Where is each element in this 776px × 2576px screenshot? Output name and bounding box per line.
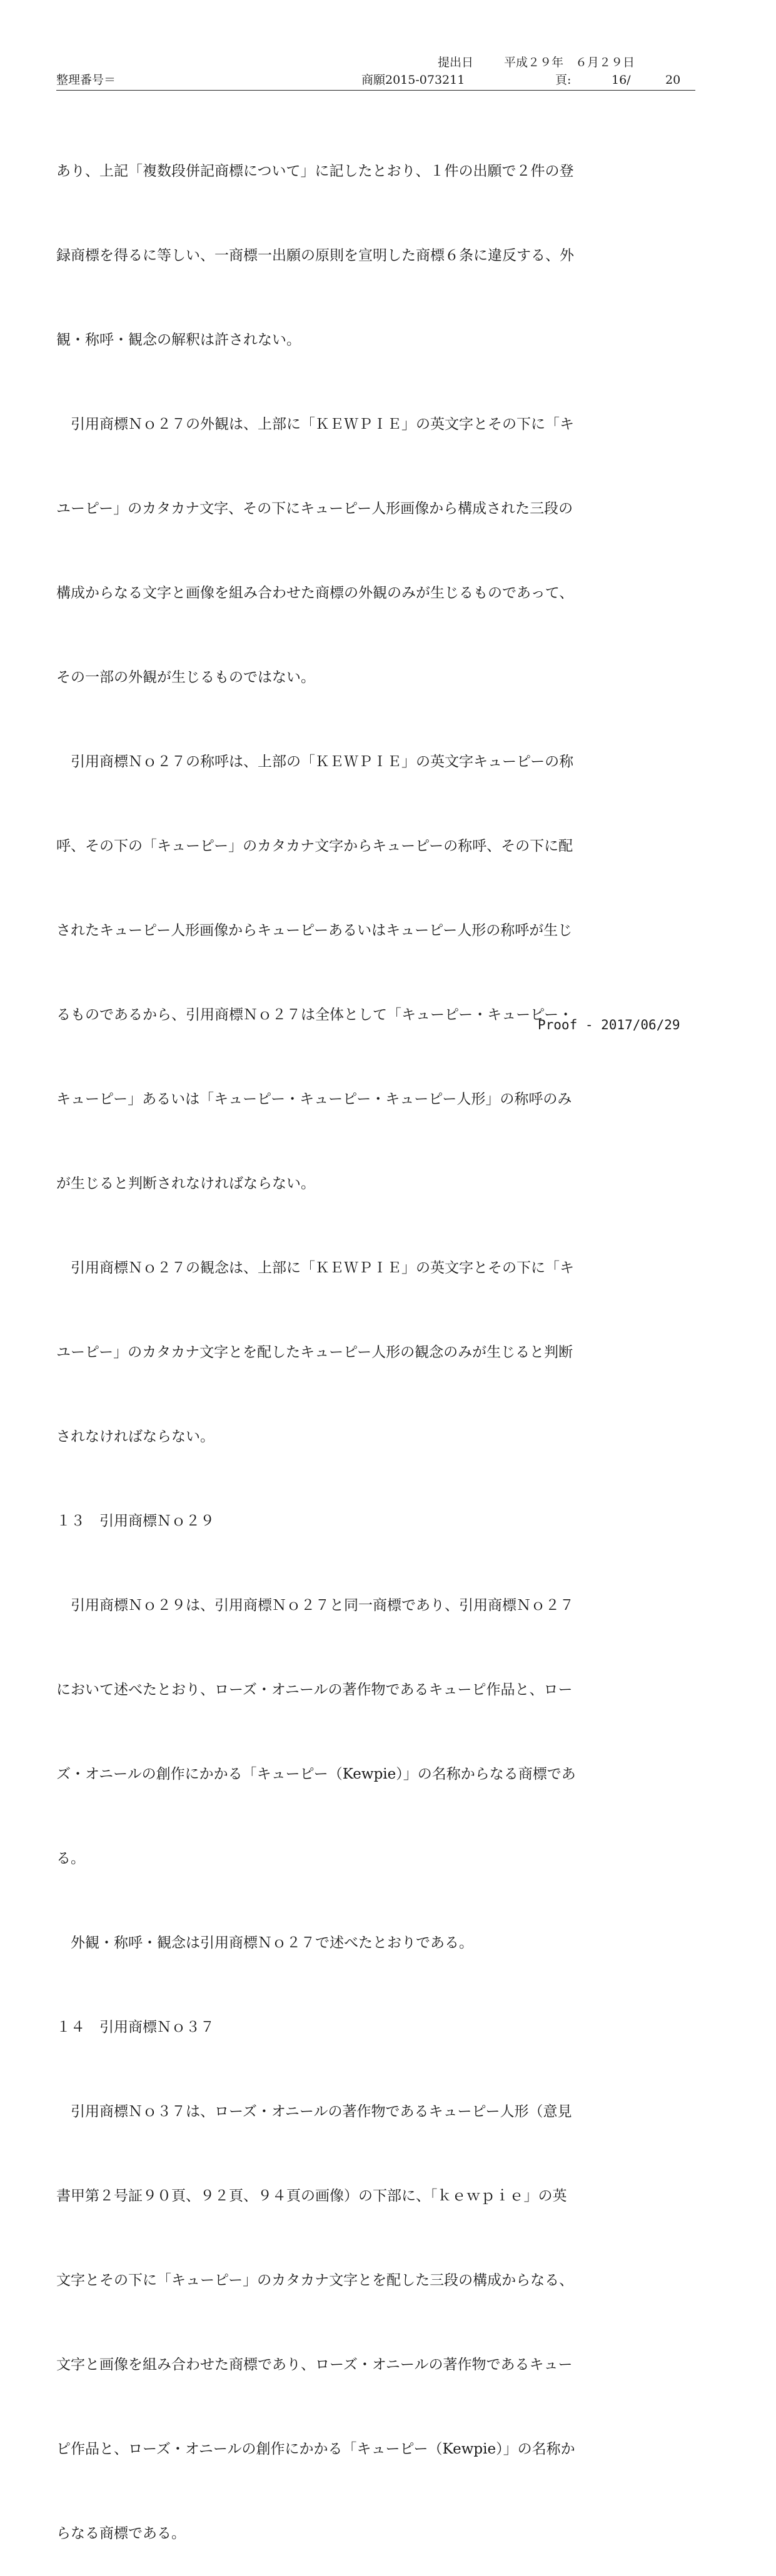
header-ref-label: 整理番号＝ <box>56 73 116 87</box>
body-line: 引用商標Ｎｏ２９は、引用商標Ｎｏ２７と同一商標であり、引用商標Ｎｏ２７ <box>56 1597 574 1614</box>
body-line: らなる商標である。 <box>56 2525 186 2542</box>
body-line: 文字と画像を組み合わせた商標であり、ローズ・オニールの著作物であるキュー <box>56 2357 573 2373</box>
header-rule <box>56 90 695 91</box>
body-line: キューピー」あるいは「キューピー・キューピー・キューピー人形」の称呼のみ <box>56 1091 572 1107</box>
section-heading-13: １３ 引用商標Ｎｏ２９ <box>56 1513 214 1529</box>
body-line: 書甲第２号証９０頁、９２頁、９４頁の画像）の下部に、「ｋｅｗｐｉｅ」の英 <box>56 2188 567 2204</box>
body-line: されたキューピー人形画像からキューピーあるいはキューピー人形の称呼が生じ <box>56 922 573 939</box>
body-line: ユーピー」のカタカナ文字とを配したキューピー人形の観念のみが生じると判断 <box>56 1344 573 1360</box>
header-page-total: 20 <box>665 73 681 87</box>
body-line: において述べたとおり、ローズ・オニールの著作物であるキューピ作品と、ロー <box>56 1682 573 1698</box>
body-line: ズ・オニールの創作にかかる「キューピー（Kewpie）」の名称からなる商標であ <box>56 1766 576 1782</box>
header-submission-label: 提出日 <box>438 56 474 69</box>
body-line: ピ作品と、ローズ・オニールの創作にかかる「キューピー（Kewpie）」の名称か <box>56 2441 575 2457</box>
body-line: 引用商標Ｎｏ２７の外観は、上部に「ＫＥＷＰＩＥ」の英文字とその下に「キ <box>56 416 574 432</box>
body-line: 引用商標Ｎｏ３７は、ローズ・オニールの著作物であるキューピー人形（意見 <box>56 2104 572 2120</box>
body-line: 外観・称呼・観念は引用商標Ｎｏ２７で述べたとおりである。 <box>56 1935 473 1951</box>
body-line: るものであるから、引用商標Ｎｏ２７は全体として「キューピー・キューピー・ <box>56 1007 573 1023</box>
body-line: る。 <box>56 1850 85 1867</box>
proof-footer: Proof - 2017/06/29 <box>538 1017 680 1032</box>
body-line: されなければならない。 <box>56 1429 214 1445</box>
body-line: ユーピー」のカタカナ文字、その下にキューピー人形画像から構成された三段の <box>56 501 573 517</box>
body-line: 文字とその下に「キューピー」のカタカナ文字とを配した三段の構成からなる、 <box>56 2272 574 2289</box>
header-page-current: 16/ <box>612 73 631 87</box>
body-line: 引用商標Ｎｏ２７の称呼は、上部の「ＫＥＷＰＩＥ」の英文字キューピーの称 <box>56 754 574 770</box>
body-line: あり、上記「複数段併記商標について」に記したとおり、１件の出願で２件の登 <box>56 163 574 179</box>
body-line: 構成からなる文字と画像を組み合わせた商標の外観のみが生じるものであって、 <box>56 585 574 601</box>
section-heading-14: １４ 引用商標Ｎｏ３７ <box>56 2019 214 2035</box>
body-line: その一部の外観が生じるものではない。 <box>56 669 315 686</box>
body-line: 呼、その下の「キューピー」のカタカナ文字からキューピーの称呼、その下に配 <box>56 838 573 854</box>
header-submission-date: 平成２９年 ６月２９日 <box>504 56 635 69</box>
body-line: が生じると判断されなければならない。 <box>56 1176 315 1192</box>
body-line: 観・称呼・観念の解釈は許されない。 <box>56 332 301 348</box>
header-page-label: 頁: <box>555 73 572 87</box>
body-line: 録商標を得るに等しい、一商標一出願の原則を宣明した商標６条に違反する、外 <box>56 247 574 264</box>
body-text <box>56 101 635 2576</box>
header-application-no: 商願2015-073211 <box>361 73 465 87</box>
body-line: 引用商標Ｎｏ２７の観念は、上部に「ＫＥＷＰＩＥ」の英文字とその下に「キ <box>56 1260 574 1276</box>
